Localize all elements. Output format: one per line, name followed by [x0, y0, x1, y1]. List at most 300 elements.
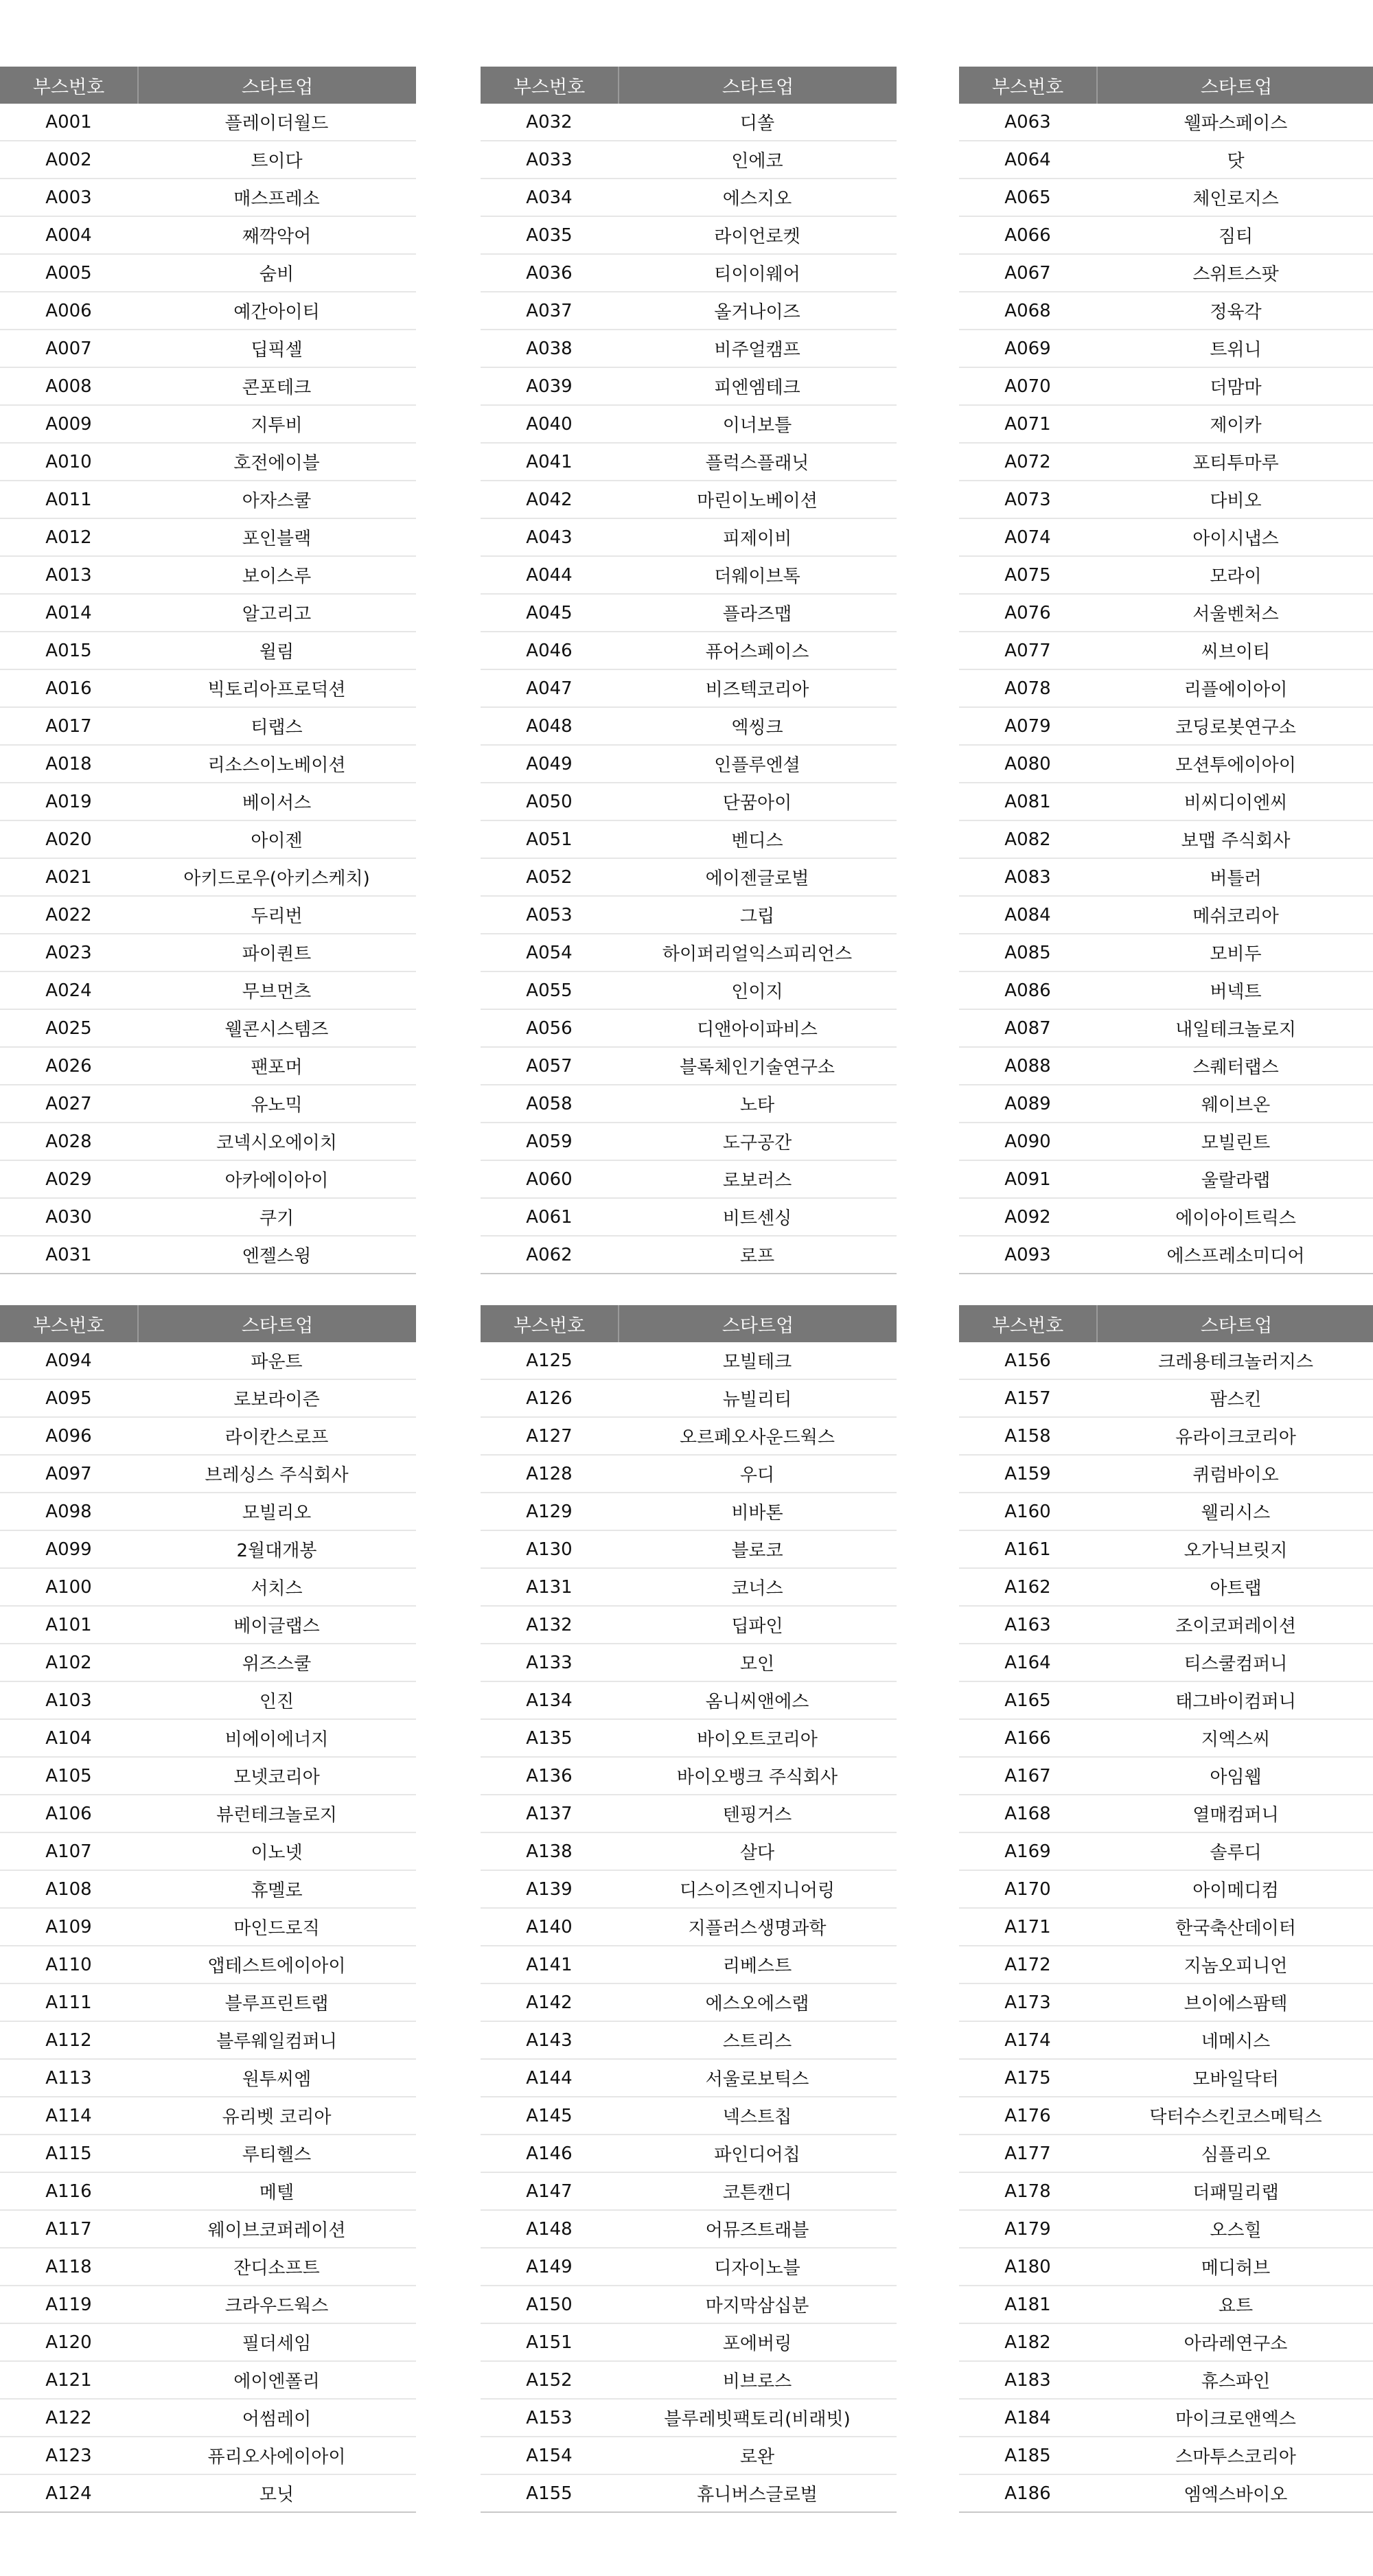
table-row [481, 1758, 897, 1795]
table-row [0, 2362, 416, 2400]
startup-name: 열매컴퍼니 [1192, 1805, 1279, 1826]
header-booth-number: 부스번호 [0, 1305, 139, 1342]
table-header [481, 67, 897, 104]
table-row [0, 179, 416, 217]
table-row [0, 934, 416, 972]
startup-name: 로보라이즌 [233, 1390, 320, 1410]
table-row [481, 2211, 897, 2249]
startup-name: 포에버링 [722, 2334, 792, 2354]
table-header [959, 1305, 1373, 1342]
booth-number: A087 [1004, 1017, 1051, 1039]
table-row [959, 2362, 1373, 2400]
startup-name: 서치스 [251, 1578, 303, 1599]
header-startup: 스타트업 [241, 76, 314, 98]
table-row [481, 2362, 897, 2400]
table-row [959, 1199, 1373, 1237]
table-row [481, 1984, 897, 2022]
booth-number: A082 [1004, 829, 1051, 850]
table-row [959, 519, 1373, 557]
booth-number: A030 [45, 1206, 92, 1228]
booth-number: A106 [45, 1803, 92, 1824]
startup-name: 딥픽셀 [251, 340, 303, 360]
table-row [959, 1493, 1373, 1531]
startup-name: 아키드로우(아키스케치) [183, 869, 370, 889]
table-row [0, 255, 416, 292]
startup-name: 로보러스 [722, 1171, 792, 1191]
table-row [0, 1795, 416, 1833]
startup-name: 블루프린트랩 [224, 1994, 329, 2014]
table-row [481, 292, 897, 330]
table-row [959, 2135, 1373, 2173]
startup-name: 라이칸스로프 [224, 1427, 329, 1448]
booth-number: A079 [1004, 715, 1051, 737]
startup-name: 모인 [739, 1654, 775, 1675]
table-row [0, 746, 416, 783]
table-row [481, 217, 897, 255]
table-row [0, 1984, 416, 2022]
table-row [0, 1682, 416, 1720]
booth-number: A038 [526, 338, 573, 359]
booth-number: A043 [526, 527, 573, 548]
booth-number: A073 [1004, 489, 1051, 510]
booth-number: A014 [45, 602, 92, 623]
startup-name: 파운트 [251, 1352, 303, 1372]
booth-number: A142 [526, 1992, 573, 2013]
booth-number: A086 [1004, 980, 1051, 1001]
startup-name: 두리번 [251, 906, 303, 927]
table-row [959, 2286, 1373, 2324]
table-row [481, 519, 897, 557]
startup-name: 앱테스트에이아이 [207, 1956, 346, 1977]
table-row [481, 2286, 897, 2324]
startup-name: 뉴빌리티 [722, 1390, 792, 1410]
startup-name: 파이퀀트 [242, 944, 312, 965]
table-row [0, 2173, 416, 2211]
startup-name: 웰콘시스템즈 [224, 1020, 329, 1040]
table-row [0, 1456, 416, 1493]
booth-number: A032 [526, 111, 573, 133]
table-row [0, 595, 416, 632]
startup-name: 블루레빗팩토리(비래빗) [664, 2409, 851, 2430]
table-row [0, 1909, 416, 1946]
startup-name: 뷰런테크놀로지 [216, 1805, 337, 1826]
table-row [481, 481, 897, 519]
startup-name: 퀴럼바이오 [1192, 1465, 1279, 1486]
booth-number: A063 [1004, 111, 1051, 133]
booth-number: A088 [1004, 1055, 1051, 1077]
booth-number: A134 [526, 1690, 573, 1711]
table-row [0, 481, 416, 519]
startup-name: 웨이브코퍼레이션 [207, 2220, 346, 2241]
booth-number: A033 [526, 149, 573, 170]
table-row [959, 1984, 1373, 2022]
startup-name: 피제이비 [722, 529, 792, 549]
booth-number: A138 [526, 1841, 573, 1862]
booth-number: A077 [1004, 640, 1051, 661]
table-row [959, 859, 1373, 897]
startup-name: 이노넷 [251, 1843, 303, 1863]
table-row [0, 632, 416, 670]
header-booth-number: 부스번호 [0, 67, 139, 104]
table-row [0, 1418, 416, 1456]
startup-name: 티랩스 [251, 717, 303, 738]
startup-name: 콘포테크 [242, 378, 312, 398]
table-row [959, 632, 1373, 670]
booth-number: A166 [1004, 1727, 1051, 1749]
startup-name: 로완 [739, 2447, 775, 2468]
booth-number: A143 [526, 2029, 573, 2051]
table-row [959, 1123, 1373, 1161]
table-row [481, 1795, 897, 1833]
booth-number: A136 [526, 1765, 573, 1786]
startup-name: 유리벳 코리아 [222, 2107, 332, 2128]
table-row [959, 2173, 1373, 2211]
startup-name: 벤디스 [731, 831, 783, 851]
booth-number: A146 [526, 2143, 573, 2164]
startup-name: 베이서스 [242, 793, 312, 814]
booth-number: A117 [45, 2218, 92, 2240]
header-booth-number: 부스번호 [959, 1305, 1098, 1342]
booth-number: A147 [526, 2181, 573, 2202]
booth-number: A165 [1004, 1690, 1051, 1711]
startup-name: 지놈오피니언 [1184, 1956, 1288, 1977]
startup-name: 넥스트칩 [722, 2107, 792, 2128]
startup-name: 내일테크놀로지 [1175, 1020, 1296, 1040]
startup-name: 더패밀리랩 [1192, 2183, 1279, 2203]
booth-table [0, 1305, 416, 2513]
table-row [481, 1644, 897, 1682]
table-row [481, 2437, 897, 2475]
startup-name: 비씨디이엔씨 [1184, 793, 1288, 814]
booth-number: A053 [526, 904, 573, 925]
table-row [481, 1682, 897, 1720]
booth-number: A085 [1004, 942, 1051, 963]
table-row [0, 1085, 416, 1123]
startup-name: 스트리스 [722, 2032, 792, 2052]
startup-name: 서울벤처스 [1192, 604, 1279, 625]
booth-number: A171 [1004, 1916, 1051, 1937]
booth-number: A056 [526, 1017, 573, 1039]
booth-number: A131 [526, 1576, 573, 1598]
booth-number: A024 [45, 980, 92, 1001]
booth-number: A183 [1004, 2369, 1051, 2391]
startup-name: 인진 [259, 1692, 295, 1712]
startup-name: 베이글랩스 [233, 1616, 320, 1637]
booth-number: A126 [526, 1388, 573, 1409]
booth-number: A111 [45, 1992, 92, 2013]
booth-number: A001 [45, 111, 92, 133]
startup-name: 쿠기 [259, 1208, 295, 1229]
table-row [959, 1946, 1373, 1984]
startup-name: 휴니버스글로벌 [697, 2485, 818, 2505]
table-row [481, 406, 897, 444]
table-row [481, 368, 897, 406]
booth-number: A184 [1004, 2407, 1051, 2428]
startup-name: 딥파인 [731, 1616, 783, 1637]
table-row [481, 330, 897, 368]
table-row [481, 2135, 897, 2173]
booth-number: A182 [1004, 2332, 1051, 2353]
booth-number: A013 [45, 564, 92, 586]
booth-number: A170 [1004, 1878, 1051, 1900]
startup-name: 스마투스코리아 [1175, 2447, 1296, 2468]
booth-number: A135 [526, 1727, 573, 1749]
table-row [481, 1833, 897, 1871]
table-row [0, 217, 416, 255]
table-row [481, 1085, 897, 1123]
startup-name: 더맘마 [1210, 378, 1262, 398]
startup-name: 오르페오사운드웍스 [679, 1427, 835, 1448]
booth-number: A148 [526, 2218, 573, 2240]
startup-name: 휴스파인 [1201, 2371, 1271, 2392]
table-row [0, 1010, 416, 1048]
startup-name: 트위니 [1210, 340, 1262, 360]
startup-name: 모라이 [1210, 566, 1262, 587]
table-header [0, 67, 416, 104]
booth-number: A055 [526, 980, 573, 1001]
startup-name: 인에코 [731, 151, 783, 172]
header-booth-number: 부스번호 [959, 67, 1098, 104]
startup-name: 오스힐 [1210, 2220, 1262, 2241]
startup-name: 휴멜로 [251, 1881, 303, 1901]
booth-number: A052 [526, 866, 573, 888]
booth-number: A098 [45, 1501, 92, 1522]
startup-name: 한국축산데이터 [1175, 1918, 1296, 1939]
startup-name: 조이코퍼레이션 [1175, 1616, 1296, 1637]
startup-name: 티이이웨어 [714, 264, 800, 285]
table-row [959, 2475, 1373, 2513]
booth-number: A096 [45, 1425, 92, 1447]
startup-name: 마이크로앤엑스 [1175, 2409, 1296, 2430]
startup-name: 인이지 [731, 982, 783, 1002]
booth-number: A012 [45, 527, 92, 548]
startup-name: 이너보틀 [722, 415, 792, 436]
table-row [0, 2135, 416, 2173]
booth-number: A093 [1004, 1244, 1051, 1265]
booth-number: A095 [45, 1388, 92, 1409]
startup-name: 째깍악어 [242, 227, 312, 247]
table-row [0, 2437, 416, 2475]
startup-name: 버넥트 [1210, 982, 1262, 1002]
table-row [0, 2249, 416, 2286]
booth-number: A130 [526, 1539, 573, 1560]
header-startup: 스타트업 [1200, 76, 1273, 98]
table-row [959, 1682, 1373, 1720]
table-row [481, 2173, 897, 2211]
table-row [959, 2060, 1373, 2097]
startup-name: 팜스킨 [1210, 1390, 1262, 1410]
table-row [481, 670, 897, 708]
booth-number: A016 [45, 678, 92, 699]
table-row [959, 557, 1373, 595]
startup-name: 심플리오 [1201, 2145, 1271, 2165]
startup-name: 라이언로켓 [714, 227, 800, 247]
booth-number: A035 [526, 225, 573, 246]
startup-name: 에이엔폴리 [233, 2371, 320, 2392]
booth-number: A071 [1004, 413, 1051, 435]
booth-number: A080 [1004, 753, 1051, 774]
booth-number: A150 [526, 2294, 573, 2315]
table-row [481, 1342, 897, 1380]
table-row [959, 897, 1373, 934]
booth-table [481, 67, 897, 1274]
booth-number: A061 [526, 1206, 573, 1228]
table-row [0, 1946, 416, 1984]
startup-name: 코튼캔디 [722, 2183, 792, 2203]
startup-name: 짐티 [1218, 227, 1254, 247]
startup-name: 메텔 [259, 2183, 295, 2203]
startup-name: 예간아이티 [233, 302, 320, 323]
booth-number: A070 [1004, 376, 1051, 397]
startup-name: 유노믹 [251, 1095, 303, 1116]
booth-number: A041 [526, 451, 573, 472]
startup-name: 원투씨엠 [242, 2069, 312, 2090]
booth-number: A097 [45, 1463, 92, 1484]
table-row [481, 708, 897, 746]
booth-number: A124 [45, 2483, 92, 2504]
booth-number: A163 [1004, 1614, 1051, 1635]
table-row [481, 1048, 897, 1085]
startup-name: 모바일닥터 [1192, 2069, 1279, 2090]
booth-number: A176 [1004, 2105, 1051, 2126]
startup-name: 지투비 [251, 415, 303, 436]
table-row [481, 2400, 897, 2437]
startup-name: 블루웨일컴퍼니 [216, 2032, 337, 2052]
table-row [0, 897, 416, 934]
booth-number: A047 [526, 678, 573, 699]
startup-name: 씨브이티 [1201, 642, 1271, 663]
startup-name: 마린이노베이션 [697, 491, 818, 511]
booth-number: A084 [1004, 904, 1051, 925]
table-row [959, 2097, 1373, 2135]
booth-number: A017 [45, 715, 92, 737]
booth-number: A129 [526, 1501, 573, 1522]
startup-name: 코넥시오에이치 [216, 1133, 337, 1153]
table-row [481, 746, 897, 783]
startup-name: 바이오트코리아 [697, 1729, 818, 1750]
booth-number: A044 [526, 564, 573, 586]
table-row [0, 406, 416, 444]
booth-number: A132 [526, 1614, 573, 1635]
booth-number: A156 [1004, 1350, 1051, 1371]
header-startup: 스타트업 [241, 1315, 314, 1337]
table-header [0, 1305, 416, 1342]
table-row [0, 2022, 416, 2060]
startup-name: 그립 [739, 906, 775, 927]
table-row [481, 595, 897, 632]
table-row [959, 1569, 1373, 1607]
table-row [0, 2324, 416, 2362]
startup-name: 크레용테크놀러지스 [1157, 1352, 1314, 1372]
startup-name: 디스이즈엔지니어링 [679, 1881, 835, 1901]
table-row [0, 330, 416, 368]
startup-name: 아자스쿨 [242, 491, 312, 511]
startup-name: 웰리시스 [1201, 1503, 1271, 1523]
table-row [481, 179, 897, 217]
startup-name: 비브로스 [722, 2371, 792, 2392]
booth-number: A100 [45, 1576, 92, 1598]
startup-name: 브레싱스 주식회사 [205, 1465, 349, 1486]
startup-name: 유라이크코리아 [1175, 1427, 1296, 1448]
startup-name: 솔루디 [1210, 1843, 1262, 1863]
table-row [481, 859, 897, 897]
booth-number: A015 [45, 640, 92, 661]
booth-number: A112 [45, 2029, 92, 2051]
booth-number: A091 [1004, 1169, 1051, 1190]
booth-number: A034 [526, 187, 573, 208]
startup-name: 플레이더월드 [224, 113, 329, 134]
table-header [959, 67, 1373, 104]
startup-name: 빅토리아프로덕션 [207, 680, 346, 700]
booth-number: A005 [45, 262, 92, 284]
booth-number: A168 [1004, 1803, 1051, 1824]
booth-number: A180 [1004, 2256, 1051, 2277]
startup-name: 디앤아이파비스 [697, 1020, 818, 1040]
startup-name: 스퀘터랩스 [1192, 1057, 1279, 1078]
table-row [0, 1199, 416, 1237]
table-row [0, 2286, 416, 2324]
table-row [0, 972, 416, 1010]
startup-name: 숨비 [259, 264, 295, 285]
booth-number: A116 [45, 2181, 92, 2202]
startup-name: 모닛 [259, 2485, 295, 2505]
table-row [481, 2022, 897, 2060]
booth-number: A119 [45, 2294, 92, 2315]
booth-number: A173 [1004, 1992, 1051, 2013]
startup-name: 루티헬스 [242, 2145, 312, 2165]
booth-number: A019 [45, 791, 92, 812]
table-row [959, 783, 1373, 821]
table-row [959, 934, 1373, 972]
table-row [0, 1758, 416, 1795]
booth-number: A172 [1004, 1954, 1051, 1975]
table-row [959, 2400, 1373, 2437]
startup-name: 인플루엔셜 [714, 755, 800, 776]
booth-number: A152 [526, 2369, 573, 2391]
table-row [959, 406, 1373, 444]
startup-name: 퓨리오사에이아이 [207, 2447, 346, 2468]
table-row [481, 1569, 897, 1607]
booth-number: A069 [1004, 338, 1051, 359]
startup-name: 닷 [1227, 151, 1245, 172]
table-row [0, 1380, 416, 1418]
startup-name: 디자이노블 [714, 2258, 800, 2279]
startup-name: 윌림 [259, 642, 295, 663]
table-row [0, 821, 416, 859]
table-row [959, 1342, 1373, 1380]
startup-name: 더웨이브톡 [714, 566, 800, 587]
table-row [959, 141, 1373, 179]
startup-name: 포티투마루 [1192, 453, 1279, 474]
table-row [481, 1946, 897, 1984]
booth-number: A081 [1004, 791, 1051, 812]
startup-name: 모빌테크 [722, 1352, 792, 1372]
booth-number: A155 [526, 2483, 573, 2504]
startup-name: 제이카 [1210, 415, 1262, 436]
booth-number: A151 [526, 2332, 573, 2353]
startup-name: 비에이에너지 [224, 1729, 329, 1750]
table-row [481, 557, 897, 595]
startup-name: 엠엑스바이오 [1184, 2485, 1288, 2505]
booth-number: A160 [1004, 1501, 1051, 1522]
table-row [481, 1010, 897, 1048]
table-row [959, 2437, 1373, 2475]
booth-number: A103 [45, 1690, 92, 1711]
table-row [959, 1833, 1373, 1871]
startup-name: 우디 [739, 1465, 775, 1486]
table-row [0, 2211, 416, 2249]
table-row [0, 557, 416, 595]
